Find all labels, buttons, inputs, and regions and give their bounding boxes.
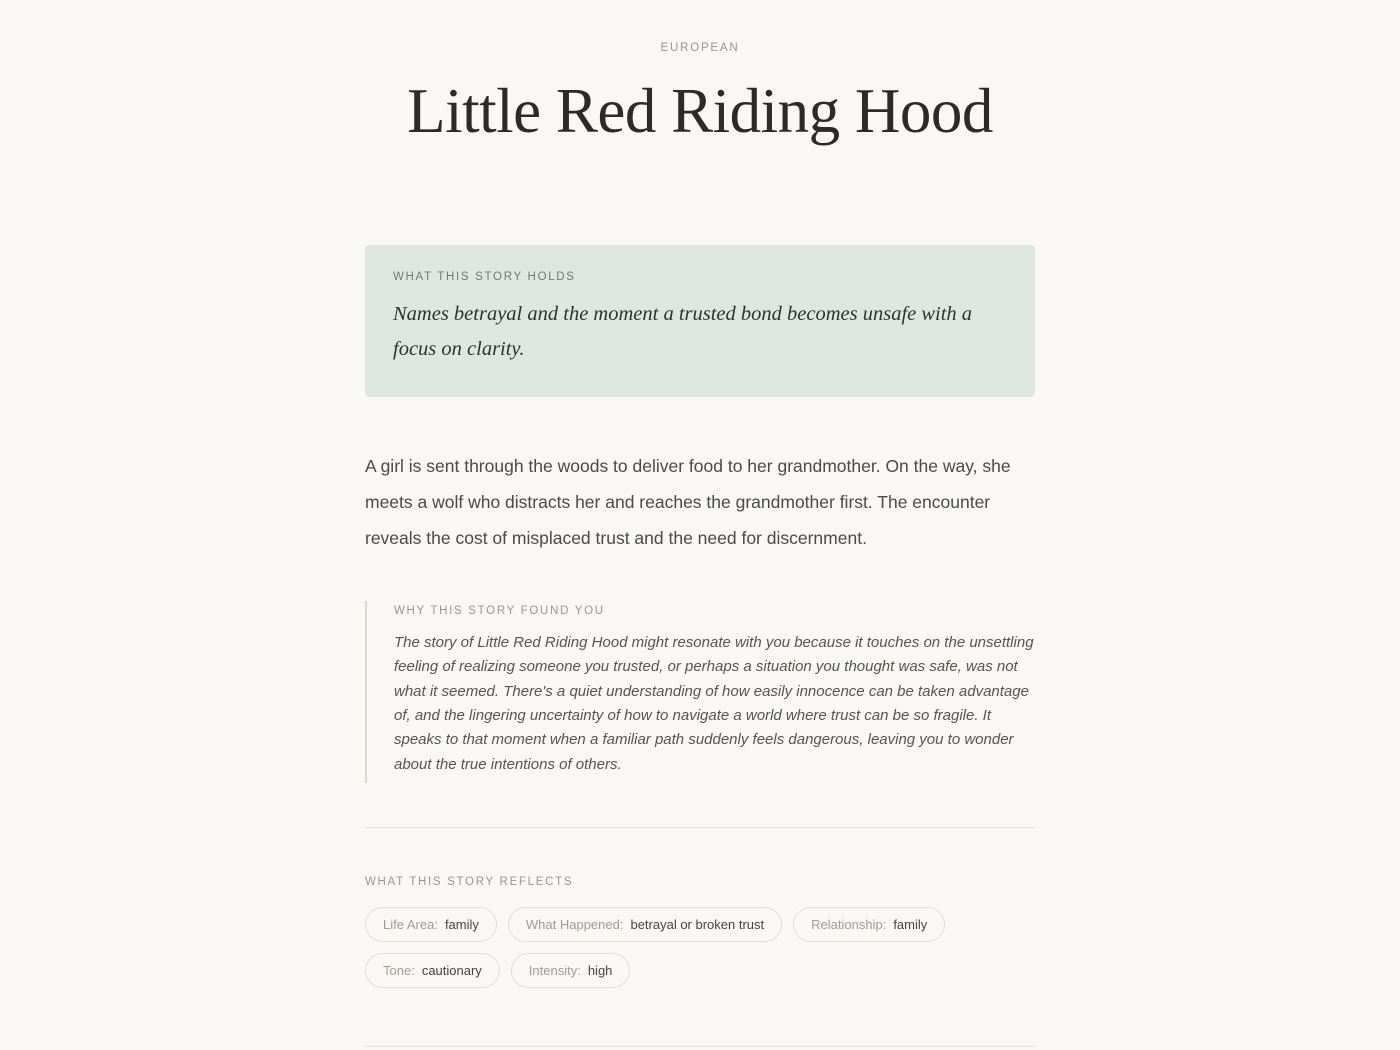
reflect-chip[interactable] [365, 953, 500, 988]
reflect-chip-key: Tone: [383, 963, 415, 979]
what-this-story-holds-label: WHAT THIS STORY HOLDS [393, 270, 576, 283]
reflect-chip-list [365, 907, 1035, 988]
reflect-chip-value: cautionary [421, 963, 482, 979]
reflect-chip-key: What Happened: [525, 917, 624, 933]
what-this-story-reflects-label: WHAT THIS STORY REFLECTS [365, 876, 574, 889]
reflect-chip-value: family [893, 917, 928, 933]
reflect-chip-key: Intensity: [528, 963, 581, 979]
story-summary: A girl is sent through the woods to deliver food to her grandmother. On the way, she meets a wolf who distracts her and reaches the grandmother first. The encounter reveals the cost of misplaced trust and the need for discernment. [365, 456, 1011, 548]
reflect-chip[interactable] [511, 953, 631, 988]
bottom-divider [365, 1046, 1035, 1047]
page-title: Little Red Riding Hood [407, 76, 993, 146]
reflect-chip-value: high [587, 963, 613, 979]
reflect-chip[interactable] [508, 907, 782, 942]
reflect-chip[interactable] [793, 907, 945, 942]
story-origin-label: EUROPEAN [660, 42, 740, 54]
why-this-story-found-you-block [365, 601, 1035, 784]
why-this-story-found-you-label: WHY THIS STORY FOUND YOU [394, 604, 605, 617]
reflect-chip-value: betrayal or broken trust [630, 917, 765, 933]
what-this-story-holds-card [365, 245, 1035, 398]
story-content [365, 0, 1035, 1047]
reflect-chip-key: Life Area: [383, 917, 438, 933]
reflect-chip-value: family [444, 917, 479, 933]
reflect-chip[interactable] [365, 907, 497, 942]
section-divider [365, 827, 1035, 828]
why-this-story-found-you-text: The story of Little Red Riding Hood might resonate with you because it touches on the unsettling feeling of realizing someone you trusted, or perhaps a situation you thought was safe, was not what it seemed. There's a quiet understanding of how easily innocence can be taken advantage of, and the lingering uncertainty of how to navigate a world where trust can be so fragile. It speaks to that moment when a familiar path suddenly feels dangerous, leaving you to wonder about the true intentions of others. [394, 633, 1034, 773]
reflect-chip-key: Relationship: [811, 917, 887, 933]
what-this-story-holds-text: Names betrayal and the moment a trusted bond becomes unsafe with a focus on clarity. [393, 302, 973, 360]
